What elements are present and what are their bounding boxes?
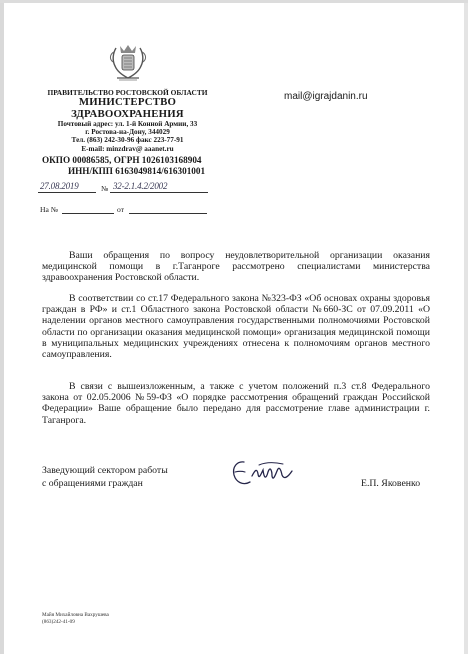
number-underline: [110, 192, 208, 193]
letter-paragraph-2: В соответствии со ст.17 Федерального закона №323-ФЗ «Об основах охраны здоровья граждан в РФ» и ст.1 Областного закона Ростовской области №660-ЗС от 07.09.2011 «О наделении органов местного самоуправления государственными полномочиями Ростовской области по организации оказания медицинской помощи» организация медицинской помощи в муниципальных медицинских учреждениях отнесена к полномочиям органов местного самоуправления.: [42, 293, 430, 361]
executor-footer: [42, 612, 109, 626]
registration-number: 32-2.1.4.2/2002: [113, 181, 168, 191]
handwritten-signature: [228, 456, 296, 492]
postal-address-line1: Почтовый адрес: ул. 1-й Конной Армии, 33: [57, 120, 198, 128]
executor-name: Майя Михайловна Вахрушева: [42, 612, 109, 618]
phone-fax: Тел. (863) 242-30-96 факс 223-77-91: [71, 136, 184, 144]
signatory-position-line1: Заведующий сектором работы: [42, 465, 168, 476]
government-title: ПРАВИТЕЛЬСТВО РОСТОВСКОЙ ОБЛАСТИ: [47, 88, 208, 97]
ministry-title-line1: МИНИСТЕРСТВО: [78, 96, 177, 108]
signatory-position-line2: с обращениями граждан: [42, 477, 143, 489]
inn-kpp: ИНН/КПП 6163049814/616301001: [68, 166, 206, 176]
scan-edge-top: [0, 0, 468, 3]
registration-date: 27.08.2019: [40, 181, 79, 191]
okpo-ogrn: ОКПО 00086585, ОГРН 1026103168904: [42, 155, 202, 165]
ministry-email: E-mail: minzdrav@ aaanet.ru: [81, 145, 174, 153]
reference-prefix: На №: [40, 205, 58, 214]
recipient-email: mail@igrajdanin.ru: [284, 91, 368, 102]
ministry-title-line2: ЗДРАВООХРАНЕНИЯ: [71, 108, 184, 120]
signatory-name: Е.П. Яковенко: [361, 478, 421, 489]
letter-paragraph-3: В связи с вышеизложенным, а также с учетом положений п.3 ст.8 Федерального закона от 02.05.2006 №59-ФЗ «О порядке рассмотрения обращений граждан Российской Федерации» Ваше обращение было передано для рассмотрение главе администрации г. Таганрога.: [42, 381, 430, 426]
coat-of-arms-emblem: [107, 42, 149, 84]
signatory-position: [42, 465, 168, 490]
scan-edge-left: [0, 0, 4, 654]
scan-edge-right: [464, 0, 468, 654]
reference-date-line: [129, 213, 207, 214]
executor-phone: (863)242-41-09: [42, 619, 75, 625]
date-underline: [38, 192, 96, 193]
reference-number-line: [62, 213, 114, 214]
letter-paragraph-1: Ваши обращения по вопросу неудовлетворительной организации оказания медицинской помощи в г.Таганроге рассмотрено специалистами министерства здравоохранения Ростовской области.: [42, 250, 430, 284]
number-prefix: №: [101, 184, 109, 193]
postal-address-line2: г. Ростова-на-Дону, 344029: [85, 128, 170, 136]
reference-from-label: от: [117, 205, 125, 214]
